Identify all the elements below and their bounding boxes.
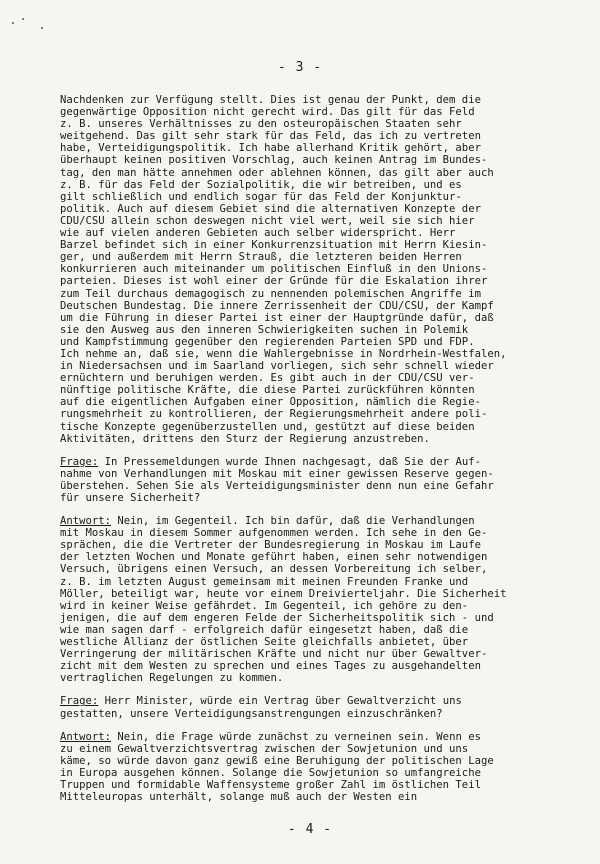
- line-text: Versuch, übrigens einen Versuch, an dessen Vorbereitung ich selber,: [60, 563, 488, 576]
- text-line: [60, 372, 560, 384]
- line-text: und Kampfstimmung gegenüber den regierenden Parteien SPD und FDP.: [60, 335, 475, 348]
- line-text: gestatten, unsere Verteidigungsanstrengungen einzuschränken?: [60, 707, 443, 720]
- text-line: [60, 300, 560, 312]
- line-text: sprächen, die die Vertreter der Bundesregierung in Moskau im Laufe: [60, 539, 481, 552]
- line-text: Barzel befindet sich in einer Konkurrenzsituation mit Herrn Kiesin-: [60, 239, 488, 252]
- line-text: konkurrieren auch miteinander um politischen Einfluß in den Unions-: [60, 263, 488, 276]
- line-text: zicht mit dem Westen zu sprechen und eines Tages zu ausgehandelten: [60, 660, 481, 673]
- text-line: [60, 130, 560, 142]
- text-line: [60, 695, 560, 707]
- scan-speck: [22, 18, 24, 20]
- text-line: [60, 251, 560, 263]
- line-text: käme, so würde davon ganz gewiß eine Beruhigung der politischen Lage: [60, 754, 494, 767]
- text-paragraph: [60, 94, 560, 445]
- text-line: [60, 179, 560, 191]
- line-text: CDU/CSU allein schon deswegen nicht viel wert, weil sie sich hier: [60, 214, 475, 227]
- text-line: [60, 312, 560, 324]
- line-text: tische Konzepte gegenüberzustellen und, gestützt auf diese beiden: [60, 420, 475, 433]
- text-line: [60, 731, 560, 743]
- line-text: Nein, die Frage würde zunächst zu verneinen sein. Wenn es: [111, 730, 481, 743]
- line-text: z. B. im letzten August gemeinsam mit meinen Freunden Franke und: [60, 575, 469, 588]
- text-line: [60, 227, 560, 239]
- line-text: Mitteleuropas unterhält, solange muß auch der Westen ein: [60, 791, 418, 804]
- line-text: rungsmehrheit zu kontrollieren, der Regierungsmehrheit andere poli-: [60, 408, 488, 421]
- text-line: [60, 791, 560, 803]
- text-line: [60, 600, 560, 612]
- line-text: ger, und außerdem mit Herrn Strauß, die letzteren beiden Herren: [60, 251, 462, 264]
- text-line: [60, 755, 560, 767]
- line-text: überstehen. Sehen Sie als Verteidigungsminister denn nun eine Gefahr: [60, 479, 494, 492]
- line-text: z. B. unseres Verhältnisses zu den osteuropäischen Staaten sehr: [60, 118, 462, 131]
- line-text: Nachdenken zur Verfügung stellt. Dies ist genau der Punkt, dem die: [60, 94, 481, 106]
- line-text: tag, den man hätte annehmen oder ablehnen können, das gilt aber auch: [60, 166, 494, 179]
- line-text: wie man sagen darf - erfolgreich dafür eingesetzt haben, daß die: [60, 623, 469, 636]
- line-text: Ich nehme an, daß sie, wenn die Wahlergebnisse in Nordrhein-Westfalen,: [60, 347, 507, 360]
- question-label: Frage:: [60, 455, 99, 468]
- text-line: [60, 324, 560, 336]
- text-line: [60, 142, 560, 154]
- text-line: [60, 288, 560, 300]
- line-text: sie den Ausweg aus den inneren Schwierigkeiten suchen in Polemik: [60, 323, 469, 336]
- text-line: [60, 624, 560, 636]
- text-line: [60, 384, 560, 396]
- line-text: In Pressemeldungen wurde Ihnen nachgesagt, daß Sie der Auf-: [98, 455, 481, 468]
- line-text: habe, Verteidigungspolitik. Ich habe allerhand Kritik gehört, aber: [60, 142, 481, 155]
- text-line: [60, 539, 560, 551]
- text-line: [60, 708, 560, 720]
- line-text: wie auf vielen anderen Gebieten auch selber widerspricht. Herr: [60, 227, 456, 240]
- text-line: [60, 191, 560, 203]
- text-line: [60, 743, 560, 755]
- line-text: für unsere Sicherheit?: [60, 492, 201, 504]
- line-text: Deutschen Bundestag. Die innere Zerrissenheit der CDU/CSU, der Kampf: [60, 299, 494, 312]
- line-text: nahme von Verhandlungen mit Moskau mit einer gewissen Reserve gegen-: [60, 467, 494, 480]
- text-line: [60, 612, 560, 624]
- scan-speck: [41, 27, 43, 29]
- line-text: Nein, im Gegenteil. Ich bin dafür, daß die Verhandlungen: [111, 515, 475, 528]
- text-line: [60, 118, 560, 130]
- text-line: [60, 660, 560, 672]
- text-line: [60, 527, 560, 539]
- document-body: [60, 94, 560, 814]
- line-text: Truppen und formidable Waffensysteme großer Zahl im östlichen Teil: [60, 778, 481, 791]
- text-line: [60, 636, 560, 648]
- text-line: [60, 421, 560, 433]
- line-text: weitgehend. Das gilt sehr stark für das Feld, das ich zu vertreten: [60, 130, 481, 143]
- line-text: wird in keiner Weise gefährdet. Im Gegenteil, ich gehöre zu den-: [60, 599, 469, 612]
- text-line: [60, 360, 560, 372]
- text-line: [60, 203, 560, 215]
- line-text: auf die eigentlichen Aufgaben einer Opposition, nämlich die Regie-: [60, 396, 481, 409]
- answer-paragraph: [60, 731, 560, 804]
- text-line: [60, 433, 560, 445]
- line-text: z. B. für das Feld der Sozialpolitik, die wir betreiben, und es: [60, 178, 462, 191]
- text-line: [60, 348, 560, 360]
- line-text: Verringerung der militärischen Kräfte und nicht nur über Gewaltver-: [60, 648, 488, 661]
- line-text: vertraglichen Regelungen zu kommen.: [60, 672, 284, 685]
- text-line: [60, 492, 560, 504]
- text-line: [60, 767, 560, 779]
- line-text: in Europa ausgehen können. Solange die Sowjetunion so umfangreiche: [60, 766, 481, 779]
- line-text: nünftige politische Kräfte, die diese Partei zurückführen könnten: [60, 384, 475, 397]
- text-line: [60, 468, 560, 480]
- text-line: [60, 336, 560, 348]
- line-text: gegenwärtige Opposition nicht gerecht wird. Das gilt für das Feld: [60, 106, 475, 119]
- line-text: der letzten Wochen und Monate geführt haben, einen sehr notwendigen: [60, 551, 488, 564]
- text-line: [60, 779, 560, 791]
- text-line: [60, 576, 560, 588]
- line-text: Herr Minister, würde ein Vertrag über Gewaltverzicht uns: [98, 695, 462, 708]
- answer-label: Antwort:: [60, 515, 112, 528]
- text-line: [60, 263, 560, 275]
- line-text: überhaupt keinen positiven Vorschlag, auch keinen Antrag im Bundes-: [60, 154, 488, 167]
- text-line: [60, 106, 560, 118]
- text-line: [60, 167, 560, 179]
- text-line: [60, 588, 560, 600]
- text-line: [60, 672, 560, 684]
- line-text: um die Führung in dieser Partei ist einer der Hauptgründe dafür, daß: [60, 311, 494, 324]
- text-line: [60, 551, 560, 563]
- text-line: [60, 515, 560, 527]
- line-text: Aktivitäten, drittens den Sturz der Regierung anzustreben.: [60, 432, 430, 445]
- line-text: jenigen, die auf dem engeren Felde der Sicherheitspolitik sich - und: [60, 611, 494, 624]
- question-paragraph: [60, 695, 560, 719]
- line-text: in Niedersachsen und im Saarland vorliegen, sich sehr schnell wieder: [60, 360, 494, 373]
- text-line: [60, 563, 560, 575]
- answer-paragraph: [60, 515, 560, 684]
- scan-speck: [12, 22, 14, 24]
- text-line: [60, 456, 560, 468]
- line-text: Möller, beteiligt war, heute vor einem Dreivierteljahr. Die Sicherheit: [60, 587, 507, 600]
- line-text: zu einem Gewaltverzichtsvertrag zwischen der Sowjetunion und uns: [60, 742, 469, 755]
- text-line: [60, 408, 560, 420]
- question-paragraph: [60, 456, 560, 504]
- line-text: ernüchtern und beruhigen werden. Es gibt auch in der CDU/CSU ver-: [60, 372, 475, 385]
- text-line: [60, 648, 560, 660]
- page-number-top: - 3 -: [277, 60, 323, 75]
- text-line: [60, 154, 560, 166]
- text-line: [60, 239, 560, 251]
- text-line: [60, 396, 560, 408]
- line-text: zum Teil durchaus demagogisch zu nennenden polemischen Angriffe im: [60, 287, 481, 300]
- page-number-bottom: - 4 -: [287, 822, 333, 837]
- text-line: [60, 215, 560, 227]
- line-text: westliche Allianz der östlichen Seite gleichfalls anbietet, über: [60, 636, 469, 649]
- text-line: [60, 94, 560, 106]
- line-text: mit Moskau in diesem Sommer aufgenommen werden. Ich sehe in den Ge-: [60, 527, 488, 540]
- line-text: gilt schließlich und endlich sogar für das Feld der Konjunktur-: [60, 190, 462, 203]
- answer-label: Antwort:: [60, 730, 112, 743]
- text-line: [60, 480, 560, 492]
- text-line: [60, 275, 560, 287]
- question-label: Frage:: [60, 695, 99, 708]
- line-text: parteien. Dieses ist wohl einer der Gründe für die Eskalation ihrer: [60, 275, 488, 288]
- line-text: politik. Auch auf diesem Gebiet sind die alternativen Konzepte der: [60, 202, 481, 215]
